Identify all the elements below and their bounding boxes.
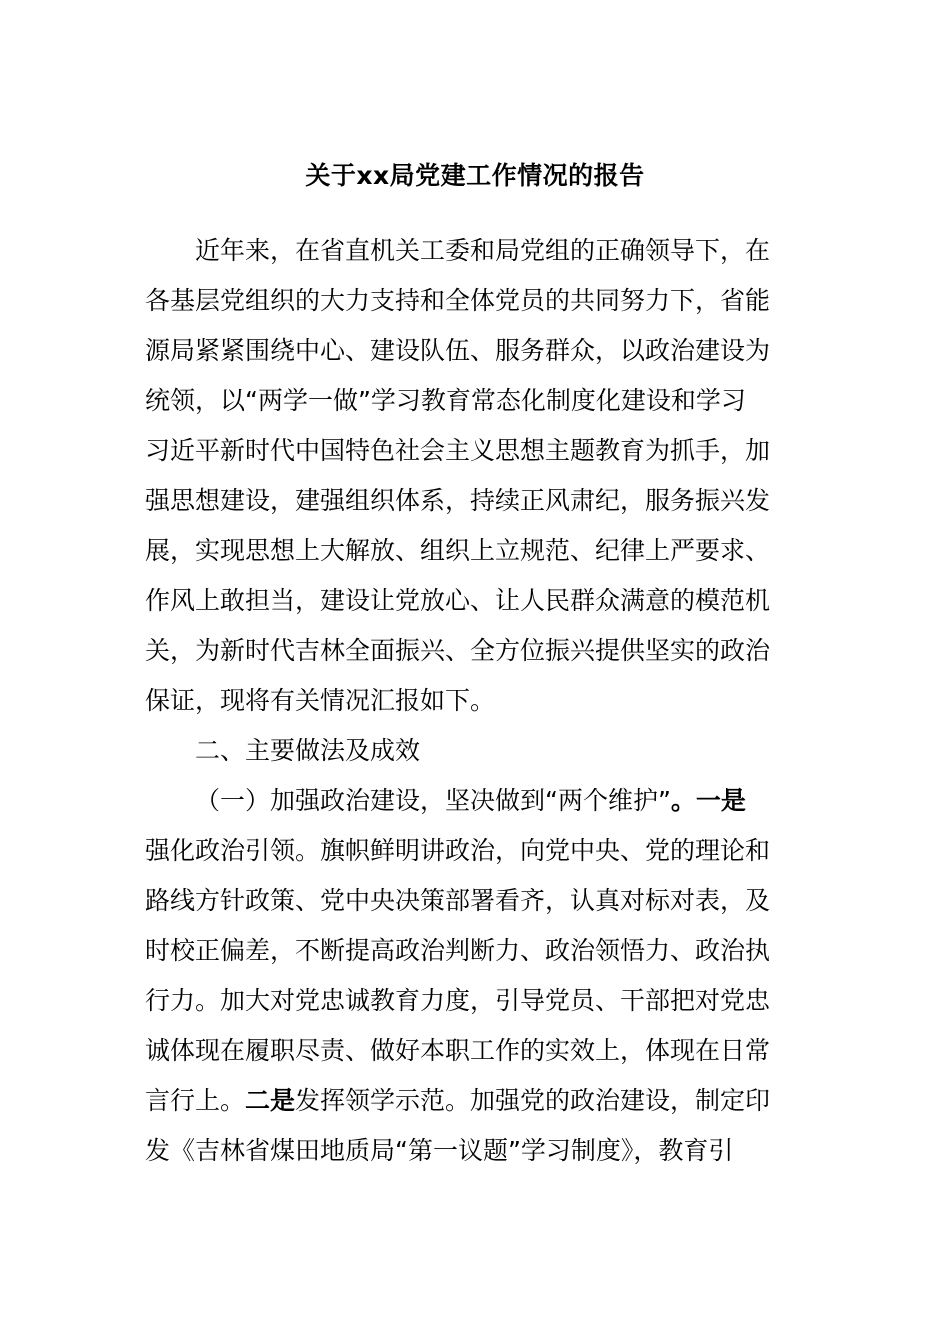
paragraph-line: 发《吉林省煤田地质局“第一议题”学习制度》，教育引 bbox=[145, 1136, 734, 1165]
paragraph-line: 展，实现思想上大解放、组织上立规范、纪律上严要求、 bbox=[145, 536, 771, 565]
document-body bbox=[145, 226, 790, 1176]
paragraph-line: 近年来，在省直机关工委和局党组的正确领导下，在 bbox=[195, 236, 771, 265]
document-title: 关于xx局党建工作情况的报告 bbox=[305, 161, 645, 190]
paragraph-line: 行力。加大对党忠诚教育力度，引导党员、干部把对党忠 bbox=[145, 986, 771, 1015]
paragraph-line: 时校正偏差，不断提高政治判断力、政治领悟力、政治执 bbox=[145, 936, 771, 965]
paragraph-line: 作风上敢担当，建设让党放心、让人民群众满意的模范机 bbox=[145, 586, 771, 615]
paragraph-line: 保证，现将有关情况汇报如下。 bbox=[145, 686, 496, 715]
paragraph-line: 路线方针政策、党中央决策部署看齐，认真对标对表，及 bbox=[145, 886, 771, 915]
paragraph-line: 关，为新时代吉林全面振兴、全方位振兴提供坚实的政治 bbox=[145, 636, 771, 665]
bold-marker: 二是 bbox=[245, 1086, 296, 1115]
line-text: 言行上。 bbox=[145, 1086, 246, 1115]
paragraph-line: 强思想建设，建强组织体系，持续正风肃纪，服务振兴发 bbox=[145, 486, 771, 515]
paragraph-line: 强化政治引领。旗帜鲜明讲政治，向党中央、党的理论和 bbox=[145, 836, 771, 865]
paragraph-line: 各基层党组织的大力支持和全体党员的共同努力下，省能 bbox=[145, 286, 771, 315]
paragraph-line: 诚体现在履职尽责、做好本职工作的实效上，体现在日常 bbox=[145, 1036, 771, 1065]
paragraph-line: 习近平新时代中国特色社会主义思想主题教育为抓手，加 bbox=[145, 436, 771, 465]
paragraph-line: 源局紧紧围绕中心、建设队伍、服务群众，以政治建设为 bbox=[145, 336, 771, 365]
line-text: 发挥领学示范。加强党的政治建设，制定印 bbox=[295, 1086, 771, 1115]
section-heading: 二、主要做法及成效 bbox=[195, 736, 421, 765]
subsection-heading: （一）加强政治建设，坚决做到“两个维护” bbox=[195, 786, 671, 815]
paragraph-line: 统领，以“两学一做”学习教育常态化制度化建设和学习 bbox=[145, 386, 746, 415]
paragraph-line bbox=[145, 1076, 790, 1126]
bold-marker: 。一是 bbox=[670, 786, 746, 815]
subsection-line bbox=[145, 776, 790, 826]
